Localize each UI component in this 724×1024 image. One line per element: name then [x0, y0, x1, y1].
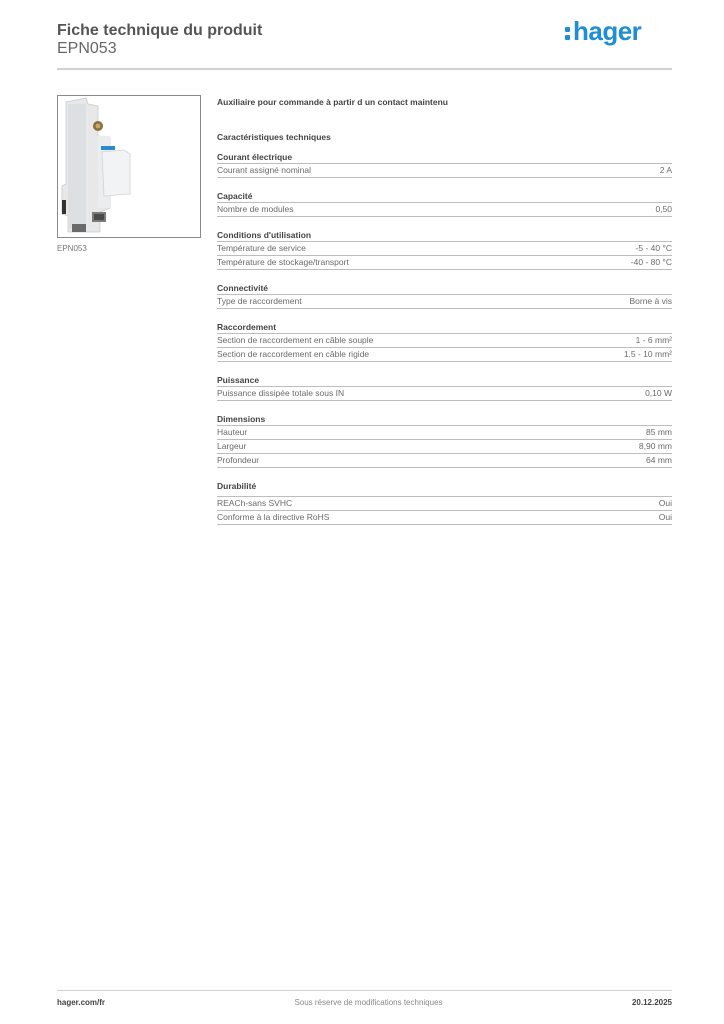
- spec-value: 1.5 - 10 mm²: [623, 349, 672, 359]
- spec-label: Section de raccordement en câble souple: [217, 335, 374, 345]
- spec-row: [217, 242, 672, 256]
- group-title: Puissance: [217, 375, 672, 387]
- logo-text: hager: [573, 16, 642, 46]
- spec-group-puissance: [217, 375, 672, 401]
- group-title: Raccordement: [217, 322, 672, 334]
- spec-label: Hauteur: [217, 427, 248, 437]
- spec-row: [217, 348, 672, 362]
- spec-group-durabilite: [217, 481, 672, 525]
- spec-label: Courant assigné nominal: [217, 165, 312, 175]
- spec-label: Largeur: [217, 441, 247, 451]
- circuit-breaker-auxiliary-icon: [58, 96, 200, 237]
- spec-value: 1 - 6 mm²: [635, 335, 672, 345]
- spec-value: 0,50: [655, 204, 672, 214]
- product-code: EPN053: [57, 40, 117, 57]
- hager-logo: [565, 16, 641, 46]
- spec-row: [217, 440, 672, 454]
- spec-group-connectivite: [217, 283, 672, 309]
- spec-value: Borne à vis: [629, 296, 672, 306]
- product-image: [57, 95, 201, 238]
- spec-row: [217, 426, 672, 440]
- group-title: Capacité: [217, 191, 672, 203]
- footer-divider: [57, 990, 672, 991]
- spec-row: [217, 164, 672, 178]
- header-divider: [57, 68, 672, 70]
- spec-label: Température de stockage/transport: [217, 257, 349, 267]
- footer-disclaimer: Sous réserve de modifications techniques: [294, 998, 443, 1007]
- spec-row: [217, 334, 672, 348]
- group-title: Dimensions: [217, 414, 672, 426]
- spec-row: [217, 511, 672, 525]
- footer-date: 20.12.2025: [631, 998, 672, 1007]
- spec-row: [217, 295, 672, 309]
- spec-value: 0,10 W: [645, 388, 672, 398]
- spec-value: 8,90 mm: [638, 441, 672, 451]
- spec-value: Oui: [658, 498, 672, 508]
- page-title: Fiche technique du produit: [57, 22, 263, 39]
- section-title: Caractéristiques techniques: [217, 132, 331, 142]
- spec-value: 64 mm: [646, 455, 672, 465]
- spec-value: -5 - 40 °C: [635, 243, 672, 253]
- group-title: Conditions d'utilisation: [217, 230, 672, 242]
- spec-value: 2 A: [659, 165, 672, 175]
- spec-label: REACh-sans SVHC: [217, 498, 293, 508]
- product-description: Auxiliaire pour commande à partir d un contact maintenu: [217, 97, 448, 107]
- spec-label: Température de service: [217, 243, 306, 253]
- page-footer: [57, 998, 672, 1007]
- logo-colon-icon: [565, 23, 571, 41]
- group-title: Connectivité: [217, 283, 672, 295]
- spec-value: 85 mm: [646, 427, 672, 437]
- spec-row: [217, 203, 672, 217]
- spec-group-dimensions: [217, 414, 672, 468]
- spec-row: [217, 256, 672, 270]
- spec-row: [217, 454, 672, 468]
- spec-label: Type de raccordement: [217, 296, 302, 306]
- footer-website-link[interactable]: hager.com/fr: [57, 998, 106, 1007]
- spec-group-courant: [217, 152, 672, 178]
- spec-row: [217, 497, 672, 511]
- spec-value: Oui: [658, 512, 672, 522]
- group-title: Durabilité: [217, 481, 672, 497]
- spec-label: Section de raccordement en câble rigide: [217, 349, 370, 359]
- spec-label: Conforme à la directive RoHS: [217, 512, 330, 522]
- spec-group-conditions: [217, 230, 672, 270]
- group-title: Courant électrique: [217, 152, 672, 164]
- spec-content: [217, 96, 672, 525]
- image-caption: EPN053: [57, 244, 87, 253]
- spec-group-raccordement: [217, 322, 672, 362]
- spec-label: Nombre de modules: [217, 204, 294, 214]
- spec-row: [217, 387, 672, 401]
- spec-value: -40 - 80 °C: [630, 257, 672, 267]
- spec-group-capacite: [217, 191, 672, 217]
- spec-label: Profondeur: [217, 455, 260, 465]
- spec-label: Puissance dissipée totale sous IN: [217, 388, 345, 398]
